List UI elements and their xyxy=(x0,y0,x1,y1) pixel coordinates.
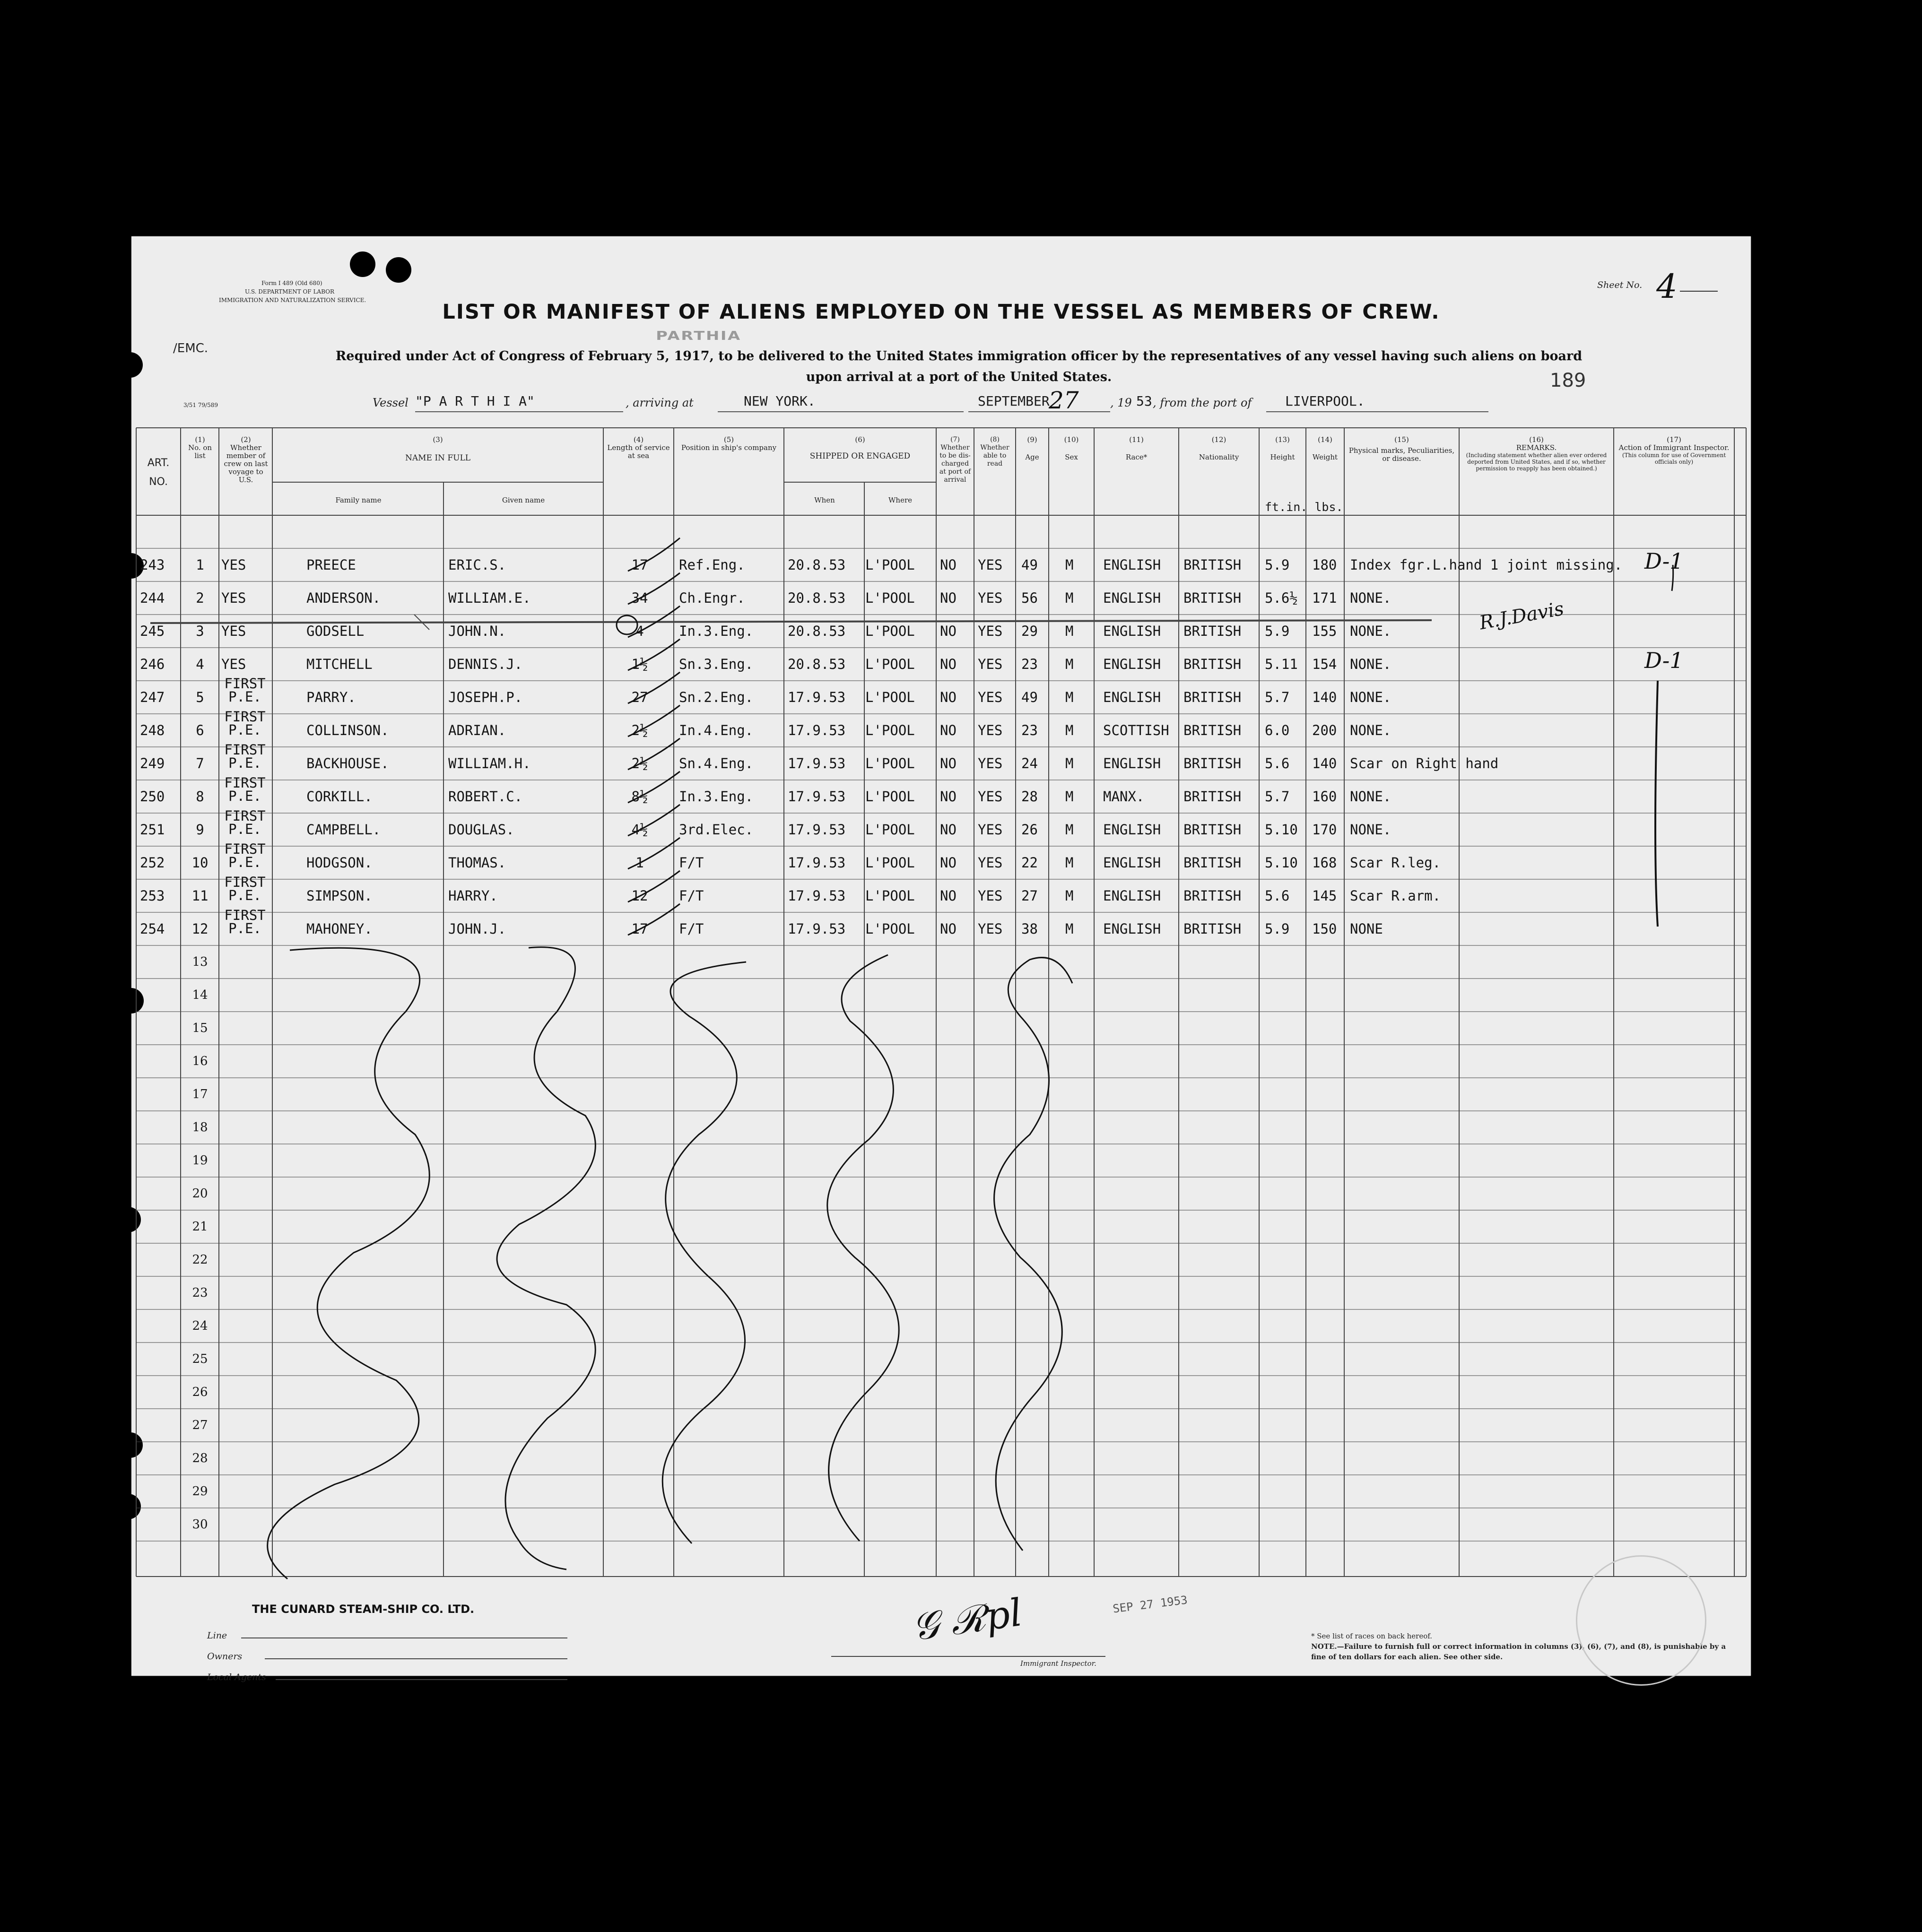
height: 5.10 xyxy=(1265,822,1298,838)
header-col-4: (4) Length of service at sea xyxy=(607,435,670,460)
header-col-12: (12) Nationality xyxy=(1199,435,1239,461)
list-number: 10 xyxy=(191,855,209,871)
blank-line-number: 25 xyxy=(192,1352,208,1366)
print-reference: 3/51 79/589 xyxy=(183,402,218,408)
physical-marks: NONE. xyxy=(1350,590,1391,606)
service-length: 1½ xyxy=(631,656,648,672)
service-length: 27 xyxy=(631,689,648,705)
art-number: 246 xyxy=(140,656,165,672)
arrival-year: 53 xyxy=(1136,393,1152,409)
race: ENGLISH xyxy=(1103,755,1161,771)
crew-member-status: FIRST P.E. xyxy=(224,907,266,936)
blank-line-number: 18 xyxy=(192,1120,208,1135)
discharged-flag: NO xyxy=(940,689,957,705)
manifest-sheet xyxy=(131,236,1751,1682)
age: 23 xyxy=(1021,656,1038,672)
engaged-port: L'POOL xyxy=(865,689,915,705)
header-col-9: (9) Age xyxy=(1025,435,1039,461)
age: 49 xyxy=(1021,557,1038,573)
ship-position: Sn.4.Eng. xyxy=(679,755,754,771)
given-name: WILLIAM.E. xyxy=(448,590,531,606)
sex: M xyxy=(1065,855,1074,871)
ship-position: In.4.Eng. xyxy=(679,722,754,738)
vessel-stamp: PARTHIA xyxy=(656,329,741,343)
list-number: 11 xyxy=(191,888,209,904)
blank-line-number: 24 xyxy=(192,1319,208,1333)
arrival-month: SEPTEMBER xyxy=(978,393,1050,409)
given-name: DENNIS.J. xyxy=(448,656,523,672)
service-length: 12 xyxy=(631,888,648,904)
age: 56 xyxy=(1021,590,1038,606)
service-length: 2½ xyxy=(631,755,648,771)
physical-marks: Scar R.arm. xyxy=(1350,888,1441,904)
engaged-port: L'POOL xyxy=(865,888,915,904)
header-col-11: (11) Race* xyxy=(1125,435,1148,461)
list-number: 6 xyxy=(196,722,204,738)
ship-position: In.3.Eng. xyxy=(679,788,754,805)
crew-member-status: YES xyxy=(221,590,246,606)
blank-line-number: 28 xyxy=(192,1451,208,1465)
sex: M xyxy=(1065,656,1074,672)
engaged-port: L'POOL xyxy=(865,822,915,838)
engaged-date: 20.8.53 xyxy=(788,590,846,606)
able-to-read: YES xyxy=(978,822,1003,838)
engaged-date: 20.8.53 xyxy=(788,656,846,672)
header-when: When xyxy=(814,496,835,504)
engaged-date: 20.8.53 xyxy=(788,623,846,639)
ship-position: Sn.3.Eng. xyxy=(679,656,754,672)
blank-line-number: 21 xyxy=(192,1220,208,1234)
able-to-read: YES xyxy=(978,722,1003,738)
given-name: ADRIAN. xyxy=(448,722,506,738)
age: 24 xyxy=(1021,755,1038,771)
engaged-date: 17.9.53 xyxy=(788,755,846,771)
blank-line-number: 30 xyxy=(192,1517,208,1532)
footer-labels xyxy=(207,1625,266,1688)
header-col-14: (14) Weight xyxy=(1312,435,1338,461)
engaged-date: 17.9.53 xyxy=(788,921,846,937)
family-name: COLLINSON. xyxy=(306,722,389,738)
race: ENGLISH xyxy=(1103,855,1161,871)
art-number: 249 xyxy=(140,755,165,771)
crew-member-status: YES xyxy=(221,557,246,573)
year-prefix: , 19 xyxy=(1110,396,1132,409)
able-to-read: YES xyxy=(978,888,1003,904)
blank-line-number: 27 xyxy=(192,1418,208,1432)
able-to-read: YES xyxy=(978,590,1003,606)
sheet-number: 4 xyxy=(1656,267,1678,306)
page-number: 189 xyxy=(1550,370,1586,391)
service-length: 34 xyxy=(631,590,648,606)
discharged-flag: NO xyxy=(940,888,957,904)
vessel-name: "P A R T H I A" xyxy=(415,393,535,409)
penalty-note: NOTE.—Failure to furnish full or correct information in columns (3), (6), (7), and (8), is punishable by a fine of ten dollars for each alien. See other side. xyxy=(1311,1642,1726,1661)
service-length: 4 xyxy=(635,623,644,639)
nationality: BRITISH xyxy=(1183,921,1242,937)
physical-marks: Index fgr.L.hand 1 joint missing. xyxy=(1350,557,1623,573)
weight: 170 xyxy=(1312,822,1337,838)
sex: M xyxy=(1065,590,1074,606)
sex: M xyxy=(1065,888,1074,904)
height: 5.7 xyxy=(1265,689,1290,705)
ship-position: Sn.2.Eng. xyxy=(679,689,754,705)
nationality: BRITISH xyxy=(1183,888,1242,904)
ship-position: Ch.Engr. xyxy=(679,590,745,606)
service-label: IMMIGRATION AND NATURALIZATION SERVICE. xyxy=(219,297,366,303)
race: ENGLISH xyxy=(1103,623,1161,639)
age: 38 xyxy=(1021,921,1038,937)
inspector-action: D-1 xyxy=(1644,648,1684,673)
header-col-6: (6) SHIPPED OR ENGAGED xyxy=(809,435,911,461)
sheet-label: Sheet No. xyxy=(1597,280,1643,290)
crew-member-status: YES xyxy=(221,623,246,639)
weight: 155 xyxy=(1312,623,1337,639)
given-name: JOHN.N. xyxy=(448,623,506,639)
nationality: BRITISH xyxy=(1183,623,1242,639)
header-col-8: (8) Whether able to read xyxy=(980,436,1009,468)
physical-marks: NONE. xyxy=(1350,656,1391,672)
owners-field xyxy=(265,1658,567,1659)
nationality: BRITISH xyxy=(1183,822,1242,838)
arrival-port: NEW YORK. xyxy=(744,393,816,409)
header-given-name: Given name xyxy=(502,496,545,504)
cancellation-squiggles xyxy=(131,236,1751,1676)
ship-position: In.3.Eng. xyxy=(679,623,754,639)
physical-marks: NONE. xyxy=(1350,788,1391,805)
header-col-3: (3) NAME IN FULL xyxy=(405,435,471,463)
ship-position: F/T xyxy=(679,855,704,871)
blank-line-number: 22 xyxy=(192,1253,208,1267)
able-to-read: YES xyxy=(978,623,1003,639)
service-length: 17 xyxy=(631,921,648,937)
discharged-flag: NO xyxy=(940,788,957,805)
inspector-signature: 𝒢 ℛpl xyxy=(909,1590,1025,1649)
header-col-16: (16) REMARKS. (Including statement whether alien ever ordered deported from United States, and if so, whether permission to reapply has been obtained.) xyxy=(1466,435,1607,472)
art-number: 253 xyxy=(140,888,165,904)
service-length: 1 xyxy=(635,855,644,871)
header-family-name: Family name xyxy=(335,496,382,504)
weight: 180 xyxy=(1312,557,1337,573)
page-subtitle: Required under Act of Congress of February 5, 1917, to be delivered to the United States immigration officer by the representatives of any vessel having such aliens on board upon arrival at a port of the United States. xyxy=(335,349,1583,384)
family-name: CORKILL. xyxy=(306,788,373,805)
engaged-port: L'POOL xyxy=(865,755,915,771)
service-length: 17 xyxy=(631,557,648,573)
family-name: MAHONEY. xyxy=(306,921,373,937)
age: 28 xyxy=(1021,788,1038,805)
engaged-port: L'POOL xyxy=(865,623,915,639)
header-col-2: (2) Whether member of crew on last voyage to U.S. xyxy=(224,435,268,484)
page-title: LIST OR MANIFEST OF ALIENS EMPLOYED ON THE VESSEL AS MEMBERS OF CREW. xyxy=(442,300,1440,324)
arriving-label: , arriving at xyxy=(626,396,694,409)
header-col-5: (5) Position in ship's company xyxy=(681,435,777,452)
discharged-flag: NO xyxy=(940,590,957,606)
art-number: 247 xyxy=(140,689,165,705)
list-number: 3 xyxy=(196,623,204,639)
physical-marks: NONE. xyxy=(1350,822,1391,838)
ship-position: F/T xyxy=(679,888,704,904)
blank-line-number: 14 xyxy=(192,988,208,1002)
engaged-port: L'POOL xyxy=(865,921,915,937)
given-name: JOHN.J. xyxy=(448,921,506,937)
art-number: 251 xyxy=(140,822,165,838)
race: ENGLISH xyxy=(1103,689,1161,705)
age: 23 xyxy=(1021,722,1038,738)
able-to-read: YES xyxy=(978,656,1003,672)
vessel-label: Vessel xyxy=(373,396,409,409)
crew-member-status: YES xyxy=(221,656,246,672)
arrival-day: 27 xyxy=(1049,387,1079,414)
list-number: 1 xyxy=(196,557,204,573)
able-to-read: YES xyxy=(978,921,1003,937)
form-code: /EMC. xyxy=(173,341,209,355)
list-number: 9 xyxy=(196,822,204,838)
blank-line-number: 26 xyxy=(192,1385,208,1399)
family-name: HODGSON. xyxy=(306,855,373,871)
nationality: BRITISH xyxy=(1183,855,1242,871)
crew-member-status: FIRST P.E. xyxy=(224,709,266,738)
blank-line-number: 23 xyxy=(192,1286,208,1300)
sex: M xyxy=(1065,722,1074,738)
family-name: ANDERSON. xyxy=(306,590,381,606)
header-col-15: (15) Physical marks, Peculiarities, or disease. xyxy=(1348,435,1455,463)
height: 5.9 xyxy=(1265,557,1290,573)
engaged-port: L'POOL xyxy=(865,656,915,672)
crew-member-status: FIRST P.E. xyxy=(224,775,266,804)
sex: M xyxy=(1065,822,1074,838)
weight: 168 xyxy=(1312,855,1337,871)
family-name: MITCHELL xyxy=(306,656,373,672)
weight: 140 xyxy=(1312,689,1337,705)
remark-signature: R.J.Davis xyxy=(1478,598,1565,634)
nationality: BRITISH xyxy=(1183,656,1242,672)
owners-label: Owners xyxy=(207,1651,243,1662)
able-to-read: YES xyxy=(978,557,1003,573)
weight: 171 xyxy=(1312,590,1337,606)
given-name: ERIC.S. xyxy=(448,557,506,573)
crew-member-status: FIRST P.E. xyxy=(224,742,266,771)
customs-seal xyxy=(1576,1555,1706,1686)
height: 5.6 xyxy=(1265,888,1290,904)
given-name: WILLIAM.H. xyxy=(448,755,531,771)
race: ENGLISH xyxy=(1103,822,1161,838)
blank-line-number: 15 xyxy=(192,1021,208,1035)
art-number: 244 xyxy=(140,590,165,606)
header-col-7: (7) Whether to be dis-charged at port of arrival xyxy=(939,436,971,484)
sex: M xyxy=(1065,755,1074,771)
art-number: 243 xyxy=(140,557,165,573)
from-label: , from the port of xyxy=(1153,396,1252,409)
service-length: 2½ xyxy=(631,722,648,738)
line-label: Line xyxy=(207,1630,227,1641)
blank-line-number: 29 xyxy=(192,1484,208,1499)
form-number: Form I 489 (Old 680) xyxy=(261,280,322,286)
shipping-company: THE CUNARD STEAM-SHIP CO. LTD. xyxy=(252,1603,475,1616)
weight: 150 xyxy=(1312,921,1337,937)
art-number: 250 xyxy=(140,788,165,805)
header-col-17: (17) Action of Immigrant Inspector. (This column for use of Government officials only) xyxy=(1618,435,1730,465)
discharged-flag: NO xyxy=(940,722,957,738)
art-number: 245 xyxy=(140,623,165,639)
height: 5.9 xyxy=(1265,623,1290,639)
blank-line-number: 13 xyxy=(192,955,208,969)
inspector-label: Immigrant Inspector. xyxy=(1020,1659,1096,1668)
discharged-flag: NO xyxy=(940,623,957,639)
race: ENGLISH xyxy=(1103,888,1161,904)
discharged-flag: NO xyxy=(940,656,957,672)
physical-marks: NONE. xyxy=(1350,689,1391,705)
engaged-port: L'POOL xyxy=(865,590,915,606)
age: 49 xyxy=(1021,689,1038,705)
nationality: BRITISH xyxy=(1183,788,1242,805)
date-stamp: SEP 27 1953 xyxy=(1112,1593,1189,1616)
race: MANX. xyxy=(1103,788,1145,805)
able-to-read: YES xyxy=(978,755,1003,771)
ship-position: Ref.Eng. xyxy=(679,557,745,573)
engaged-port: L'POOL xyxy=(865,855,915,871)
physical-marks: Scar R.leg. xyxy=(1350,855,1441,871)
blank-line-number: 20 xyxy=(192,1187,208,1201)
engaged-port: L'POOL xyxy=(865,788,915,805)
race: ENGLISH xyxy=(1103,590,1161,606)
engaged-date: 17.9.53 xyxy=(788,855,846,871)
sex: M xyxy=(1065,623,1074,639)
physical-marks: NONE. xyxy=(1350,623,1391,639)
service-length: 8½ xyxy=(631,788,648,805)
given-name: THOMAS. xyxy=(448,855,506,871)
height: 5.11 xyxy=(1265,656,1298,672)
engaged-port: L'POOL xyxy=(865,722,915,738)
physical-marks: NONE xyxy=(1350,921,1383,937)
crew-member-status: FIRST P.E. xyxy=(224,808,266,837)
art-number: 252 xyxy=(140,855,165,871)
family-name: BACKHOUSE. xyxy=(306,755,389,771)
race: ENGLISH xyxy=(1103,557,1161,573)
physical-marks: Scar on Right hand xyxy=(1350,755,1499,771)
header-col-10: (10) Sex xyxy=(1064,435,1079,461)
nationality: BRITISH xyxy=(1183,755,1242,771)
nationality: BRITISH xyxy=(1183,722,1242,738)
races-note: * See list of races on back hereof. xyxy=(1311,1632,1433,1640)
height: 5.6 xyxy=(1265,755,1290,771)
discharged-flag: NO xyxy=(940,855,957,871)
family-name: PREECE xyxy=(306,557,356,573)
nationality: BRITISH xyxy=(1183,689,1242,705)
list-number: 12 xyxy=(191,921,209,937)
given-name: ROBERT.C. xyxy=(448,788,523,805)
header-col-1: (1) No. on list xyxy=(188,435,212,460)
discharged-flag: NO xyxy=(940,822,957,838)
able-to-read: YES xyxy=(978,689,1003,705)
height: 5.6½ xyxy=(1265,590,1298,606)
age: 29 xyxy=(1021,623,1038,639)
able-to-read: YES xyxy=(978,788,1003,805)
engaged-date: 17.9.53 xyxy=(788,822,846,838)
header-col-13: (13) Height xyxy=(1270,435,1295,461)
sex: M xyxy=(1065,557,1074,573)
height: 5.10 xyxy=(1265,855,1298,871)
departure-port: LIVERPOOL. xyxy=(1285,393,1365,409)
family-name: CAMPBELL. xyxy=(306,822,381,838)
art-number: 248 xyxy=(140,722,165,738)
engaged-date: 17.9.53 xyxy=(788,788,846,805)
list-number: 5 xyxy=(196,689,204,705)
family-name: PARRY. xyxy=(306,689,356,705)
given-name: DOUGLAS. xyxy=(448,822,514,838)
engaged-date: 17.9.53 xyxy=(788,888,846,904)
inspector-action: D-1 xyxy=(1644,548,1684,574)
nationality: BRITISH xyxy=(1183,590,1242,606)
department-label: U.S. DEPARTMENT OF LABOR xyxy=(245,288,334,295)
physical-marks: NONE. xyxy=(1350,722,1391,738)
height: 5.9 xyxy=(1265,921,1290,937)
list-number: 4 xyxy=(196,656,204,672)
engaged-date: 17.9.53 xyxy=(788,722,846,738)
crew-member-status: FIRST P.E. xyxy=(224,874,266,903)
family-name: SIMPSON. xyxy=(306,888,373,904)
race: ENGLISH xyxy=(1103,656,1161,672)
art-number: 254 xyxy=(140,921,165,937)
line-field xyxy=(241,1637,567,1638)
given-name: JOSEPH.P. xyxy=(448,689,523,705)
header-where: Where xyxy=(888,496,912,504)
age: 26 xyxy=(1021,822,1038,838)
ship-position: F/T xyxy=(679,921,704,937)
engaged-date: 17.9.53 xyxy=(788,689,846,705)
service-length: 4½ xyxy=(631,822,648,838)
age: 27 xyxy=(1021,888,1038,904)
header-art-no: ART. NO. xyxy=(147,457,170,488)
height: 5.7 xyxy=(1265,788,1290,805)
sex: M xyxy=(1065,689,1074,705)
discharged-flag: NO xyxy=(940,921,957,937)
age: 22 xyxy=(1021,855,1038,871)
discharged-flag: NO xyxy=(940,557,957,573)
weight: 160 xyxy=(1312,788,1337,805)
given-name: HARRY. xyxy=(448,888,498,904)
engaged-date: 20.8.53 xyxy=(788,557,846,573)
engaged-port: L'POOL xyxy=(865,557,915,573)
list-number: 7 xyxy=(196,755,204,771)
race: ENGLISH xyxy=(1103,921,1161,937)
list-number: 2 xyxy=(196,590,204,606)
agents-field xyxy=(276,1679,567,1680)
weight: 145 xyxy=(1312,888,1337,904)
sex: M xyxy=(1065,921,1074,937)
nationality: BRITISH xyxy=(1183,557,1242,573)
able-to-read: YES xyxy=(978,855,1003,871)
local-agents-label: Local Agents xyxy=(207,1672,266,1682)
blank-line-number: 16 xyxy=(192,1054,208,1068)
height: 6.0 xyxy=(1265,722,1290,738)
weight: 200 xyxy=(1312,722,1337,738)
ship-position: 3rd.Elec. xyxy=(679,822,754,838)
weight: 140 xyxy=(1312,755,1337,771)
family-name: GODSELL xyxy=(306,623,365,639)
race: SCOTTISH xyxy=(1103,722,1169,738)
sex: M xyxy=(1065,788,1074,805)
height-weight-units: ft.in. lbs. xyxy=(1265,500,1343,514)
list-number: 8 xyxy=(196,788,204,805)
crew-member-status: FIRST P.E. xyxy=(224,676,266,705)
blank-line-number: 19 xyxy=(192,1153,208,1168)
crew-member-status: FIRST P.E. xyxy=(224,841,266,870)
weight: 154 xyxy=(1312,656,1337,672)
discharged-flag: NO xyxy=(940,755,957,771)
blank-line-number: 17 xyxy=(192,1087,208,1101)
inspector-signature-line xyxy=(831,1656,1105,1657)
